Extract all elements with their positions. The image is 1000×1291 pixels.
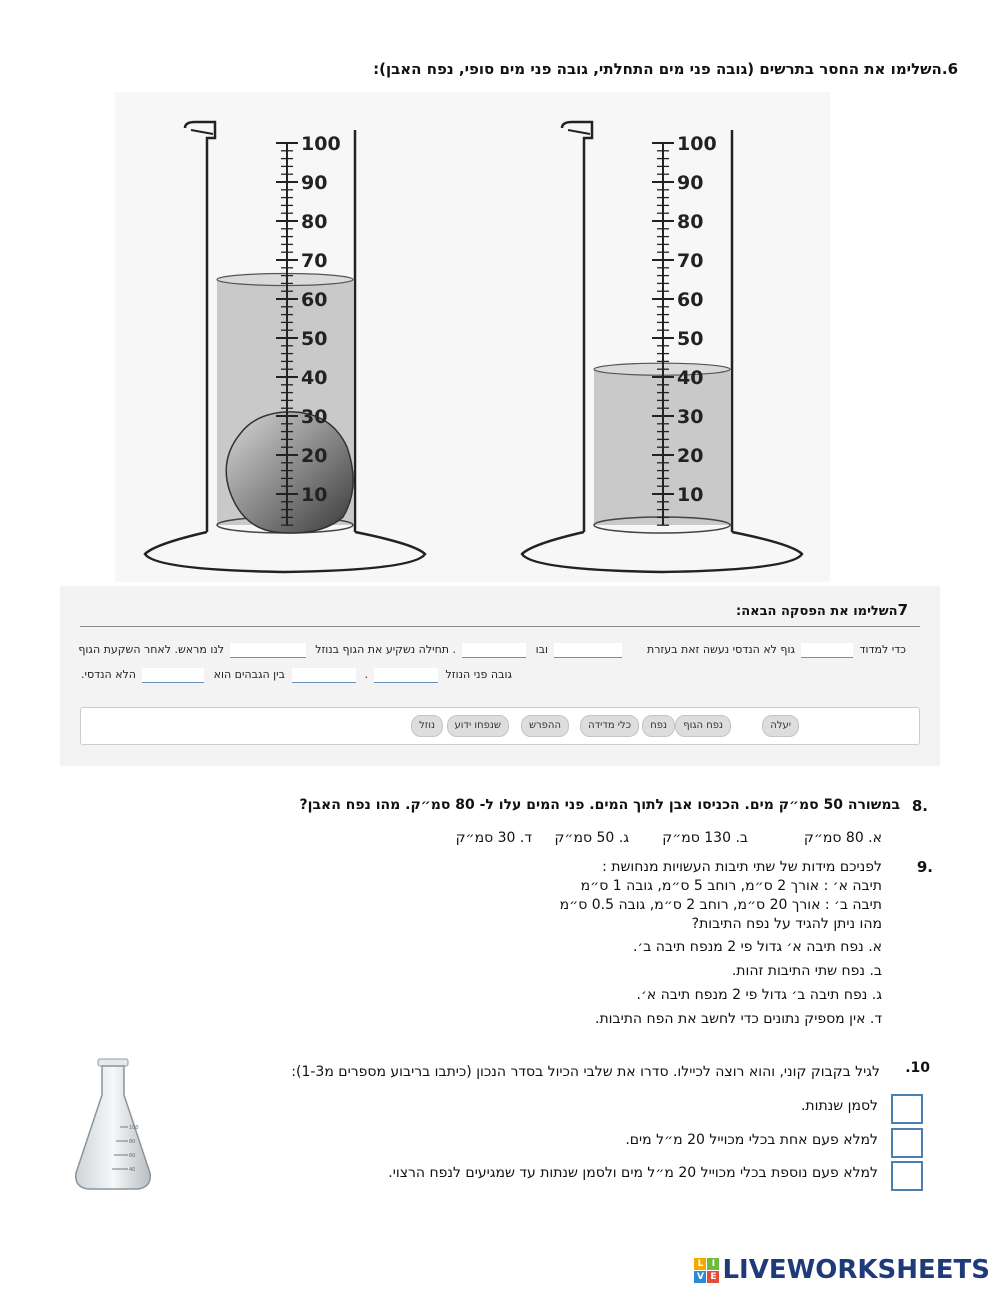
scale-label: 90	[677, 172, 704, 194]
scale-label: 100	[677, 133, 717, 155]
q8-number: 8.	[911, 797, 928, 815]
logo-badge-letter: L	[694, 1258, 706, 1270]
q7-blank-3[interactable]	[462, 643, 526, 658]
logo-text: LIVEWORKSHEETS	[722, 1255, 990, 1285]
q8-option-a[interactable]: א. 80 סמ״ק	[803, 830, 882, 846]
scale-label: 80	[301, 211, 328, 233]
q9-option-c[interactable]: ג. נפח תיבה ב׳ גדול פי 2 מנפח תיבה א׳.	[636, 987, 882, 1003]
q7-text-8: בין הגבהים הוא	[213, 668, 285, 681]
q7-title-text: השלימו את הפסקה הבאה:	[736, 604, 898, 619]
q7-text-6: גובה פני הנוזל	[445, 668, 512, 681]
q10-number: .10	[905, 1060, 930, 1076]
q7-text-4: . תחילה נשקיע את הגוף בנוזל	[315, 643, 456, 656]
logo-badge-letter: V	[694, 1271, 706, 1283]
q9-option-b[interactable]: ב. נפח שתי התיבות זהות.	[731, 963, 882, 979]
q7-text-9: הלא הנדסי.	[81, 668, 136, 681]
word-chip[interactable]: כלי מדידה	[580, 715, 639, 737]
q9-option-a[interactable]: א. נפח תיבה א׳ גדול פי 2 מנפח תיבה ב׳.	[632, 939, 882, 955]
flask-mark-label: 100	[129, 1125, 139, 1131]
q9-line: לפניכם מידות של שתי תיבות העשויות מנחושת :	[602, 859, 882, 875]
scale-label: 20	[301, 445, 328, 467]
q9-stem	[560, 858, 882, 934]
q10-step-3: למלא פעם נוספת בכלי מכוייל 20 מ״ל מים ולסמן שנתות עד שמגיעים לנפח הרצוי.	[388, 1165, 878, 1181]
q7-text-2: גוף לא הנדסי נעשה זאת בעזרת	[646, 643, 795, 656]
flask-mark-label: 80	[129, 1139, 136, 1145]
logo-badge-letter: E	[707, 1271, 719, 1283]
q7-text-7: .	[364, 668, 368, 681]
word-chip[interactable]: נפח הגוף	[675, 715, 731, 737]
liveworksheets-logo	[694, 1255, 990, 1285]
word-chip[interactable]: שנפחו ידוע	[447, 715, 509, 737]
word-chip[interactable]: נוזל	[411, 715, 443, 737]
scale-label: 60	[301, 289, 328, 311]
q10-step-2: למלא פעם אחת בכלי מכוייל 20 מ״ל מים.	[625, 1132, 878, 1148]
q8-option-d[interactable]: ד. 30 סמ״ק	[455, 830, 532, 846]
q7-blank-5[interactable]	[374, 668, 438, 683]
q8-option-b[interactable]: ב. 130 סמ״ק	[662, 830, 748, 846]
word-chip[interactable]: נפח	[642, 715, 675, 737]
scale-label: 70	[677, 250, 704, 272]
q7-text-3: ובו	[535, 643, 548, 656]
scale-label: 30	[301, 406, 328, 428]
logo-badge-letter: I	[707, 1258, 719, 1270]
scale-label: 70	[301, 250, 328, 272]
q10-answer-box-2[interactable]	[891, 1128, 923, 1158]
q7-panel	[60, 586, 940, 766]
logo-badge	[694, 1258, 719, 1283]
stone	[226, 412, 353, 533]
q10-step-1: לסמן שנתות.	[800, 1098, 878, 1114]
q7-blank-1[interactable]	[801, 643, 853, 658]
q9-line: תיבה א׳ : אורך 2 ס״מ, רוחב 5 ס״מ, גובה 1 ס״מ	[580, 878, 882, 894]
word-chip[interactable]: ההפרש	[521, 715, 569, 737]
q9-line: מהו ניתן להגיד על נפח התיבות?	[691, 916, 882, 932]
scale-label: 30	[677, 406, 704, 428]
q10-answer-box-3[interactable]	[891, 1161, 923, 1191]
scale-label: 90	[301, 172, 328, 194]
q7-text-1: כדי למדוד	[859, 643, 906, 656]
scale-label: 100	[301, 133, 341, 155]
q7-title	[736, 601, 908, 619]
graduated-cylinders-diagram	[115, 92, 830, 582]
q7-blank-4[interactable]	[230, 643, 306, 658]
erlenmeyer-flask-image	[68, 1055, 158, 1195]
q10-answer-box-1[interactable]	[891, 1094, 923, 1124]
scale-label: 80	[677, 211, 704, 233]
q6-title: 6.השלימו את החסר בתרשים (גובה פני מים התחלתי, גובה פני מים סופי, נפח האבן):	[373, 60, 958, 78]
flask-mark-label: 40	[129, 1167, 136, 1173]
flask-mark-label: 60	[129, 1153, 136, 1159]
q7-word-bank	[80, 707, 920, 745]
q7-blank-7[interactable]	[142, 668, 204, 683]
scale-label: 50	[677, 328, 704, 350]
scale-label: 10	[677, 484, 704, 506]
q7-number: 7	[897, 601, 908, 619]
q9-line: תיבה ב׳ : אורך 20 ס״מ, רוחב 2 ס״מ, גובה 0.5 ס״מ	[559, 897, 882, 913]
q8-text: במשורה 50 סמ״ק מים. הכניסו אבן לתוך המים. פני המים עלו ל- 80 סמ״ק. מהו נפח האבן?	[299, 797, 900, 813]
scale-label: 10	[301, 484, 328, 506]
scale-label: 40	[301, 367, 328, 389]
scale-label: 20	[677, 445, 704, 467]
scale-label: 40	[677, 367, 704, 389]
q7-text-5: לנו מראש. לאחר השקעת הגוף	[78, 643, 224, 656]
q9-option-d[interactable]: ד. אין מספיק נתונים כדי לחשב את הפח התיבות.	[595, 1011, 882, 1027]
word-chip[interactable]: יעלה	[762, 715, 799, 737]
q9-number: 9.	[916, 858, 933, 876]
q7-divider	[80, 626, 920, 627]
scale-label: 60	[677, 289, 704, 311]
q7-blank-2[interactable]	[554, 643, 622, 658]
scale-label: 50	[301, 328, 328, 350]
q10-text: לגיל בקבוק קוני, והוא רוצה לכיילו. סדרו את שלבי הכיול בסדר הנכון (כיתבו בריבוע מספרים מ1-3):	[291, 1064, 880, 1080]
q7-blank-6[interactable]	[292, 668, 356, 683]
q8-option-c[interactable]: ג. 50 סמ״ק	[554, 830, 629, 846]
